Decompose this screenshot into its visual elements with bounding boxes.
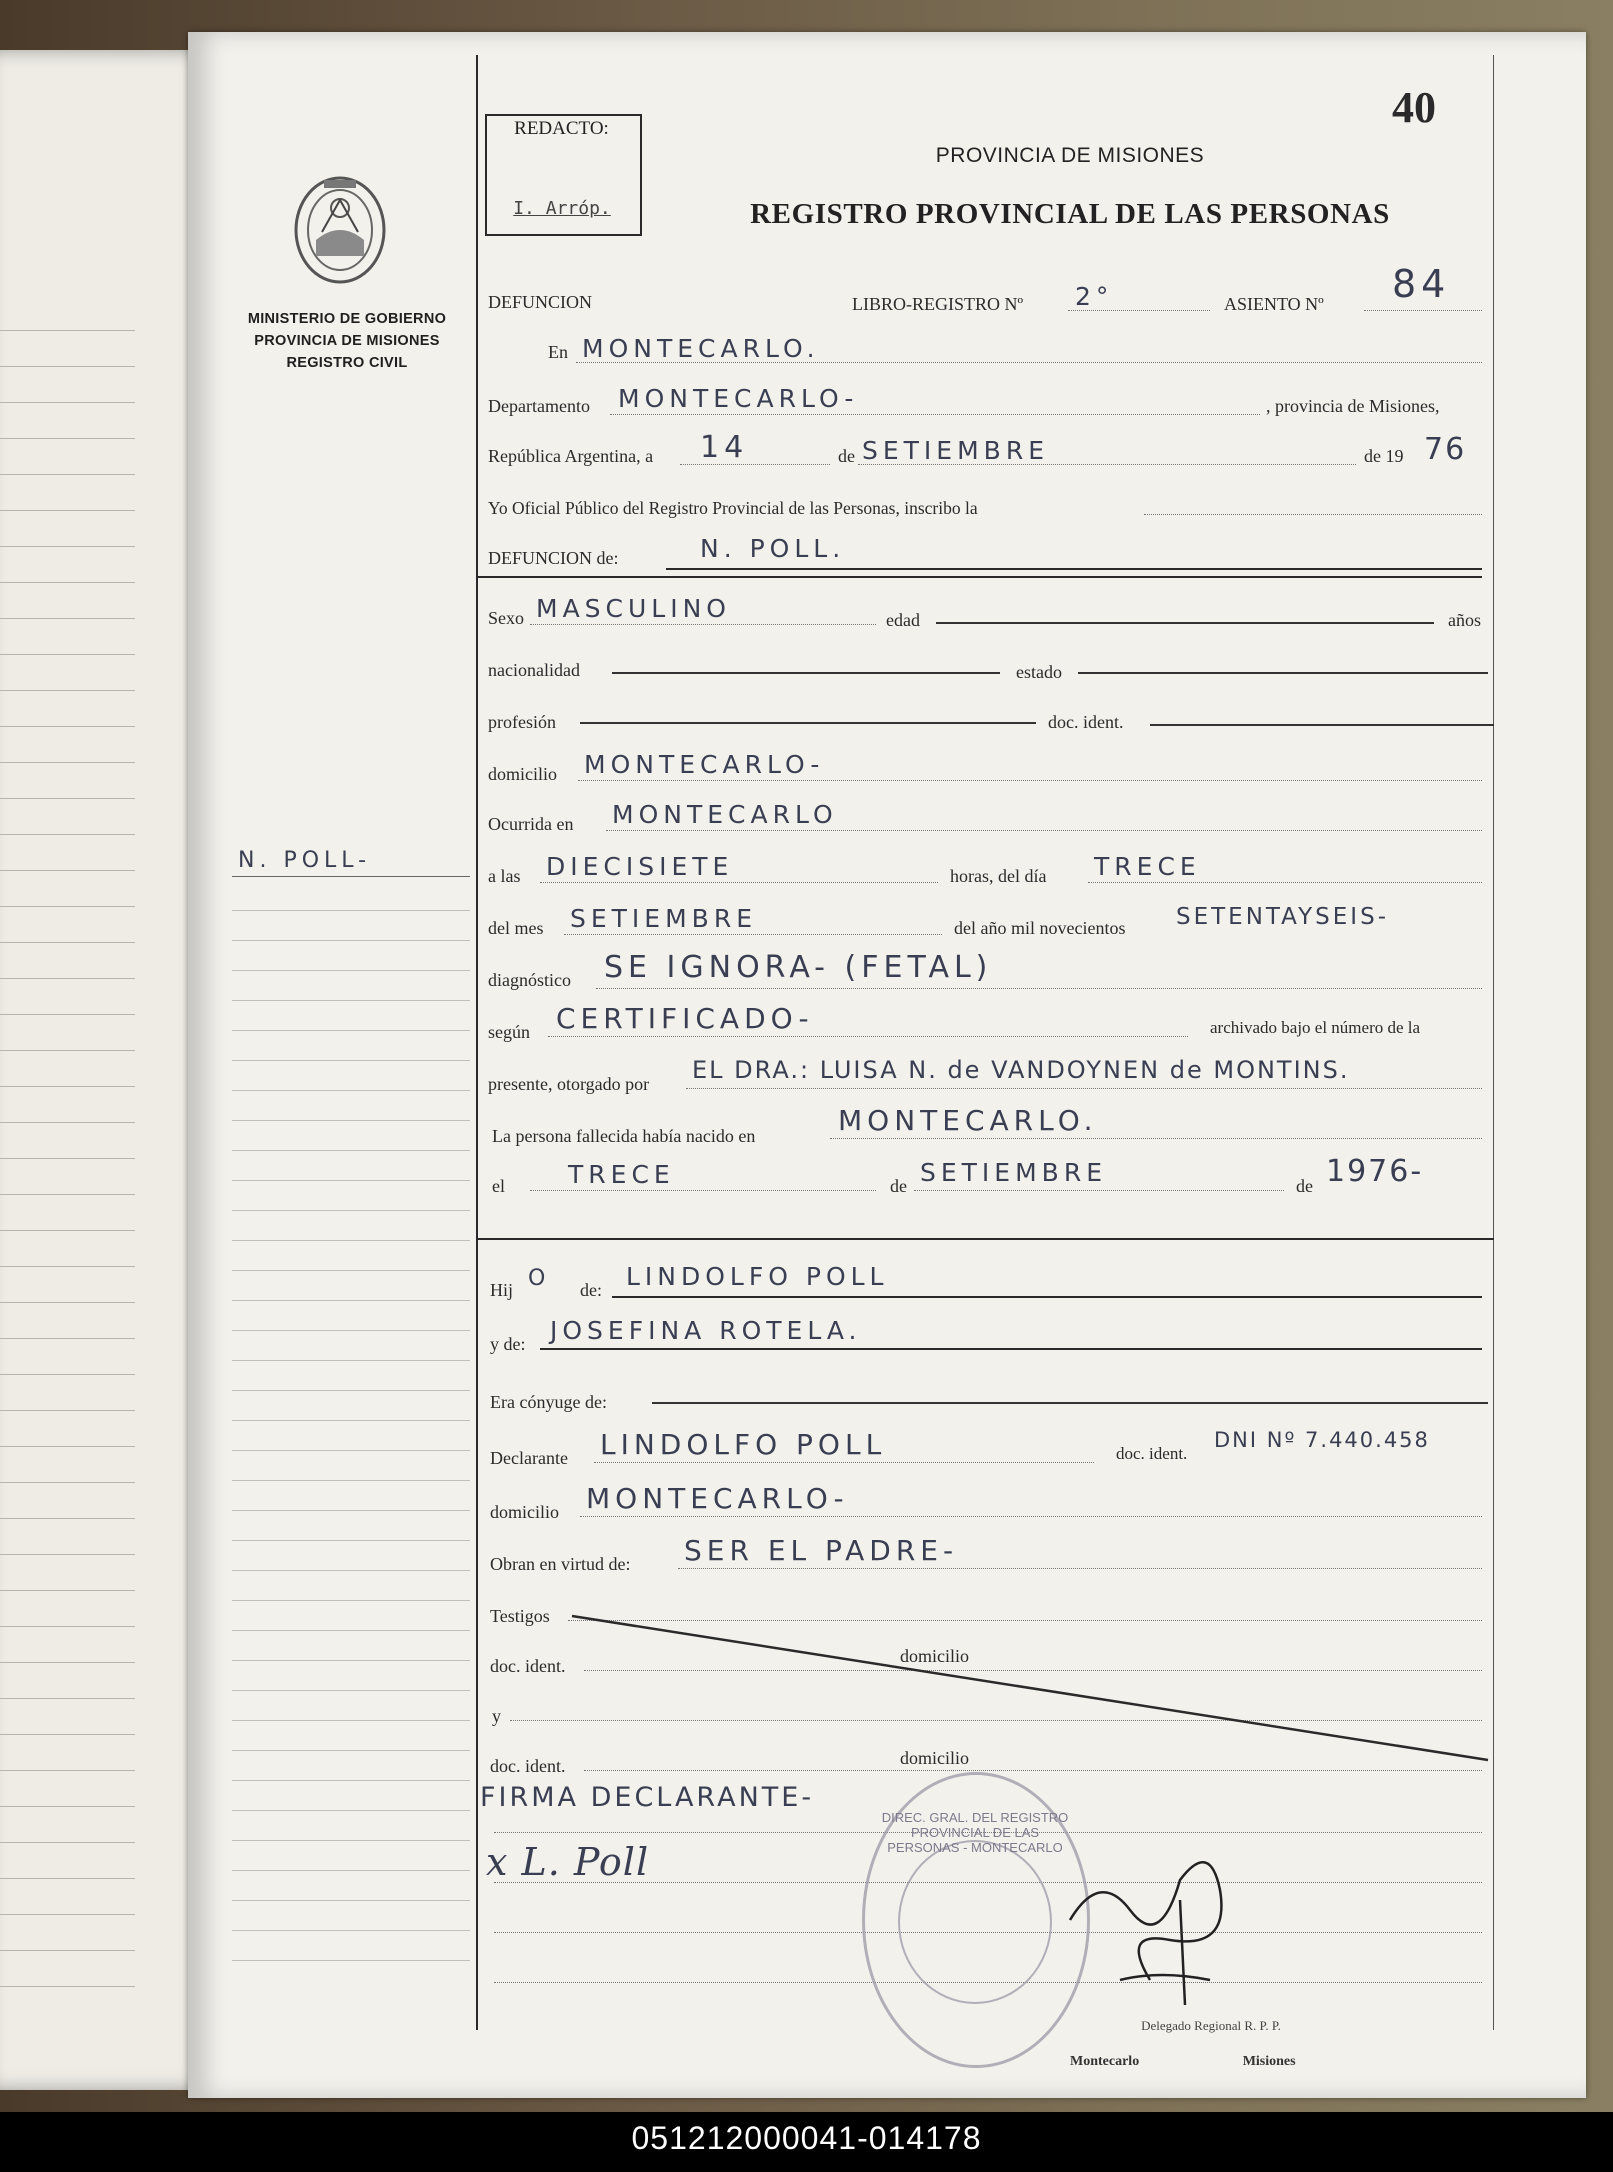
registry-stamp-inner bbox=[898, 1840, 1052, 2004]
departamento-value: MONTECARLO- bbox=[618, 384, 859, 413]
del-ano-label: del año mil novecientos bbox=[954, 918, 1126, 938]
stamp-place: Montecarlo bbox=[1070, 2054, 1140, 2069]
diagnostico-label: diagnóstico bbox=[488, 970, 571, 990]
libro-label: LIBRO-REGISTRO Nº bbox=[852, 294, 1024, 314]
de-year-label: de 19 bbox=[1364, 446, 1404, 466]
left-page bbox=[0, 50, 210, 2090]
page-number: 40 bbox=[1392, 83, 1436, 132]
estado-label: estado bbox=[1016, 662, 1062, 682]
nac-de-label: de bbox=[890, 1176, 907, 1196]
stamp-footer bbox=[1066, 2054, 1356, 2070]
ministry-header bbox=[226, 308, 468, 374]
diagnostico-value: SE IGNORA- (FETAL) bbox=[604, 950, 993, 985]
testigo2-domicilio-label: domicilio bbox=[900, 1748, 969, 1768]
madre-value: JOSEFINA ROTELA. bbox=[550, 1316, 862, 1345]
delegado-caption: Delegado Regional R. P. P. bbox=[1141, 2018, 1281, 2033]
obran-value: SER EL PADRE- bbox=[684, 1534, 959, 1567]
hijo-suffix: O bbox=[528, 1266, 551, 1291]
doc-ident-label: doc. ident. bbox=[1048, 712, 1124, 732]
nac-de-year-label: de bbox=[1296, 1176, 1313, 1196]
domicilio-value: MONTECARLO- bbox=[584, 750, 825, 779]
conyuge-label: Era cónyuge de: bbox=[490, 1392, 607, 1412]
provincia-suffix: , provincia de Misiones, bbox=[1266, 396, 1440, 416]
declarante-domicilio-value: MONTECARLO- bbox=[586, 1482, 849, 1515]
hijo-de-label: de: bbox=[580, 1280, 602, 1300]
firma-declarante-signature: x L. Poll bbox=[486, 1840, 650, 1884]
nac-mes-value: SETIEMBRE bbox=[920, 1158, 1107, 1187]
el-label: el bbox=[492, 1176, 505, 1196]
declarante-label: Declarante bbox=[490, 1448, 568, 1468]
a-las-label: a las bbox=[488, 866, 521, 886]
declarante-doc-label: doc. ident. bbox=[1116, 1444, 1188, 1463]
redacto-signature: I. Arróp. bbox=[513, 198, 611, 219]
horas-dia-label: horas, del día bbox=[950, 866, 1047, 886]
obran-label: Obran en virtud de: bbox=[490, 1554, 631, 1574]
republica-label: República Argentina, a bbox=[488, 446, 654, 466]
segun-label: según bbox=[488, 1022, 530, 1042]
asiento-label: ASIENTO Nº bbox=[1224, 294, 1324, 314]
oficial-text: Yo Oficial Público del Registro Provincial de las Personas, inscribo la bbox=[488, 498, 978, 518]
hijo-label: Hij bbox=[490, 1280, 514, 1300]
firma-declarante-label: FIRMA DECLARANTE- bbox=[480, 1782, 815, 1813]
mes-fallecimiento-value: SETIEMBRE bbox=[570, 904, 757, 933]
en-label: En bbox=[548, 342, 568, 362]
de-label: de bbox=[838, 446, 855, 466]
testigo1-domicilio-label: domicilio bbox=[900, 1646, 969, 1666]
archivado-label: archivado bajo el número de la bbox=[1210, 1018, 1421, 1037]
sexo-value: MASCULINO bbox=[536, 594, 731, 623]
en-value: MONTECARLO. bbox=[582, 334, 820, 363]
testigo1-doc-label: doc. ident. bbox=[490, 1656, 566, 1676]
ministry-line2: PROVINCIA DE MISIONES bbox=[254, 333, 440, 349]
ocurrida-value: MONTECARLO bbox=[612, 800, 838, 829]
stamp-province: Misiones bbox=[1242, 2054, 1296, 2069]
ocurrida-label: Ocurrida en bbox=[488, 814, 574, 834]
profesion-label: profesión bbox=[488, 712, 556, 732]
del-mes-label: del mes bbox=[488, 918, 544, 938]
declarante-domicilio-label: domicilio bbox=[490, 1502, 559, 1522]
official-signature bbox=[1060, 1830, 1260, 2010]
day-value: 14 bbox=[700, 430, 749, 465]
registry-title: REGISTRO PROVINCIAL DE LAS PERSONAS bbox=[750, 198, 1390, 230]
defuncion-de-label: DEFUNCION de: bbox=[488, 548, 619, 568]
year-value: 76 bbox=[1424, 432, 1467, 467]
month-value: SETIEMBRE bbox=[862, 436, 1049, 465]
declarante-value: LINDOLFO POLL bbox=[600, 1428, 887, 1461]
y-de-label: y de: bbox=[490, 1334, 526, 1354]
otorgado-value: EL DRA.: LUISA N. de VANDOYNEN de MONTINS. bbox=[692, 1056, 1350, 1084]
libro-value: 2° bbox=[1075, 282, 1114, 311]
nac-dia-value: TRECE bbox=[568, 1160, 675, 1189]
document-id: 051212000041-014178 bbox=[631, 2120, 982, 2156]
ano-fallecimiento-value: SETENTAYSEIS- bbox=[1176, 904, 1389, 930]
testigos-strike-line bbox=[476, 1600, 1496, 1780]
nacido-value: MONTECARLO. bbox=[838, 1104, 1098, 1137]
anos-label: años bbox=[1448, 610, 1481, 630]
nac-year-value: 1976- bbox=[1326, 1154, 1424, 1189]
province-title: PROVINCIA DE MISIONES bbox=[935, 144, 1205, 167]
segun-value: CERTIFICADO- bbox=[556, 1002, 814, 1035]
y-label: y bbox=[492, 1706, 501, 1726]
domicilio-label: domicilio bbox=[488, 764, 557, 784]
stamp-text: DIREC. GRAL. DEL REGISTRO PROVINCIAL DE LAS PERSONAS - MONTECARLO bbox=[881, 1810, 1069, 1855]
departamento-label: Departamento bbox=[488, 396, 590, 416]
defuncion-label: DEFUNCION bbox=[488, 292, 593, 312]
edad-label: edad bbox=[886, 610, 920, 630]
testigo2-doc-label: doc. ident. bbox=[490, 1756, 566, 1776]
nacionalidad-label: nacionalidad bbox=[488, 660, 580, 680]
ministry-line1: MINISTERIO DE GOBIERNO bbox=[247, 311, 447, 327]
ministry-line3: REGISTRO CIVIL bbox=[286, 355, 408, 371]
dia-fallecimiento-value: TRECE bbox=[1094, 852, 1201, 881]
asiento-value: 84 bbox=[1392, 262, 1451, 306]
nacido-label: La persona fallecida había nacido en bbox=[492, 1126, 756, 1146]
hora-value: DIECISIETE bbox=[546, 852, 734, 881]
ministry-seal-icon bbox=[288, 170, 392, 288]
sexo-label: Sexo bbox=[488, 608, 524, 628]
redacto-label: REDACTO: bbox=[514, 118, 609, 139]
deceased-name: N. POLL. bbox=[700, 534, 846, 563]
declarante-doc-value: DNI Nº 7.440.458 bbox=[1214, 1428, 1430, 1452]
testigos-label: Testigos bbox=[490, 1606, 550, 1626]
padre-value: LINDOLFO POLL bbox=[626, 1262, 889, 1291]
presente-label: presente, otorgado por bbox=[488, 1074, 650, 1094]
stub-name: N. POLL- bbox=[238, 848, 372, 873]
